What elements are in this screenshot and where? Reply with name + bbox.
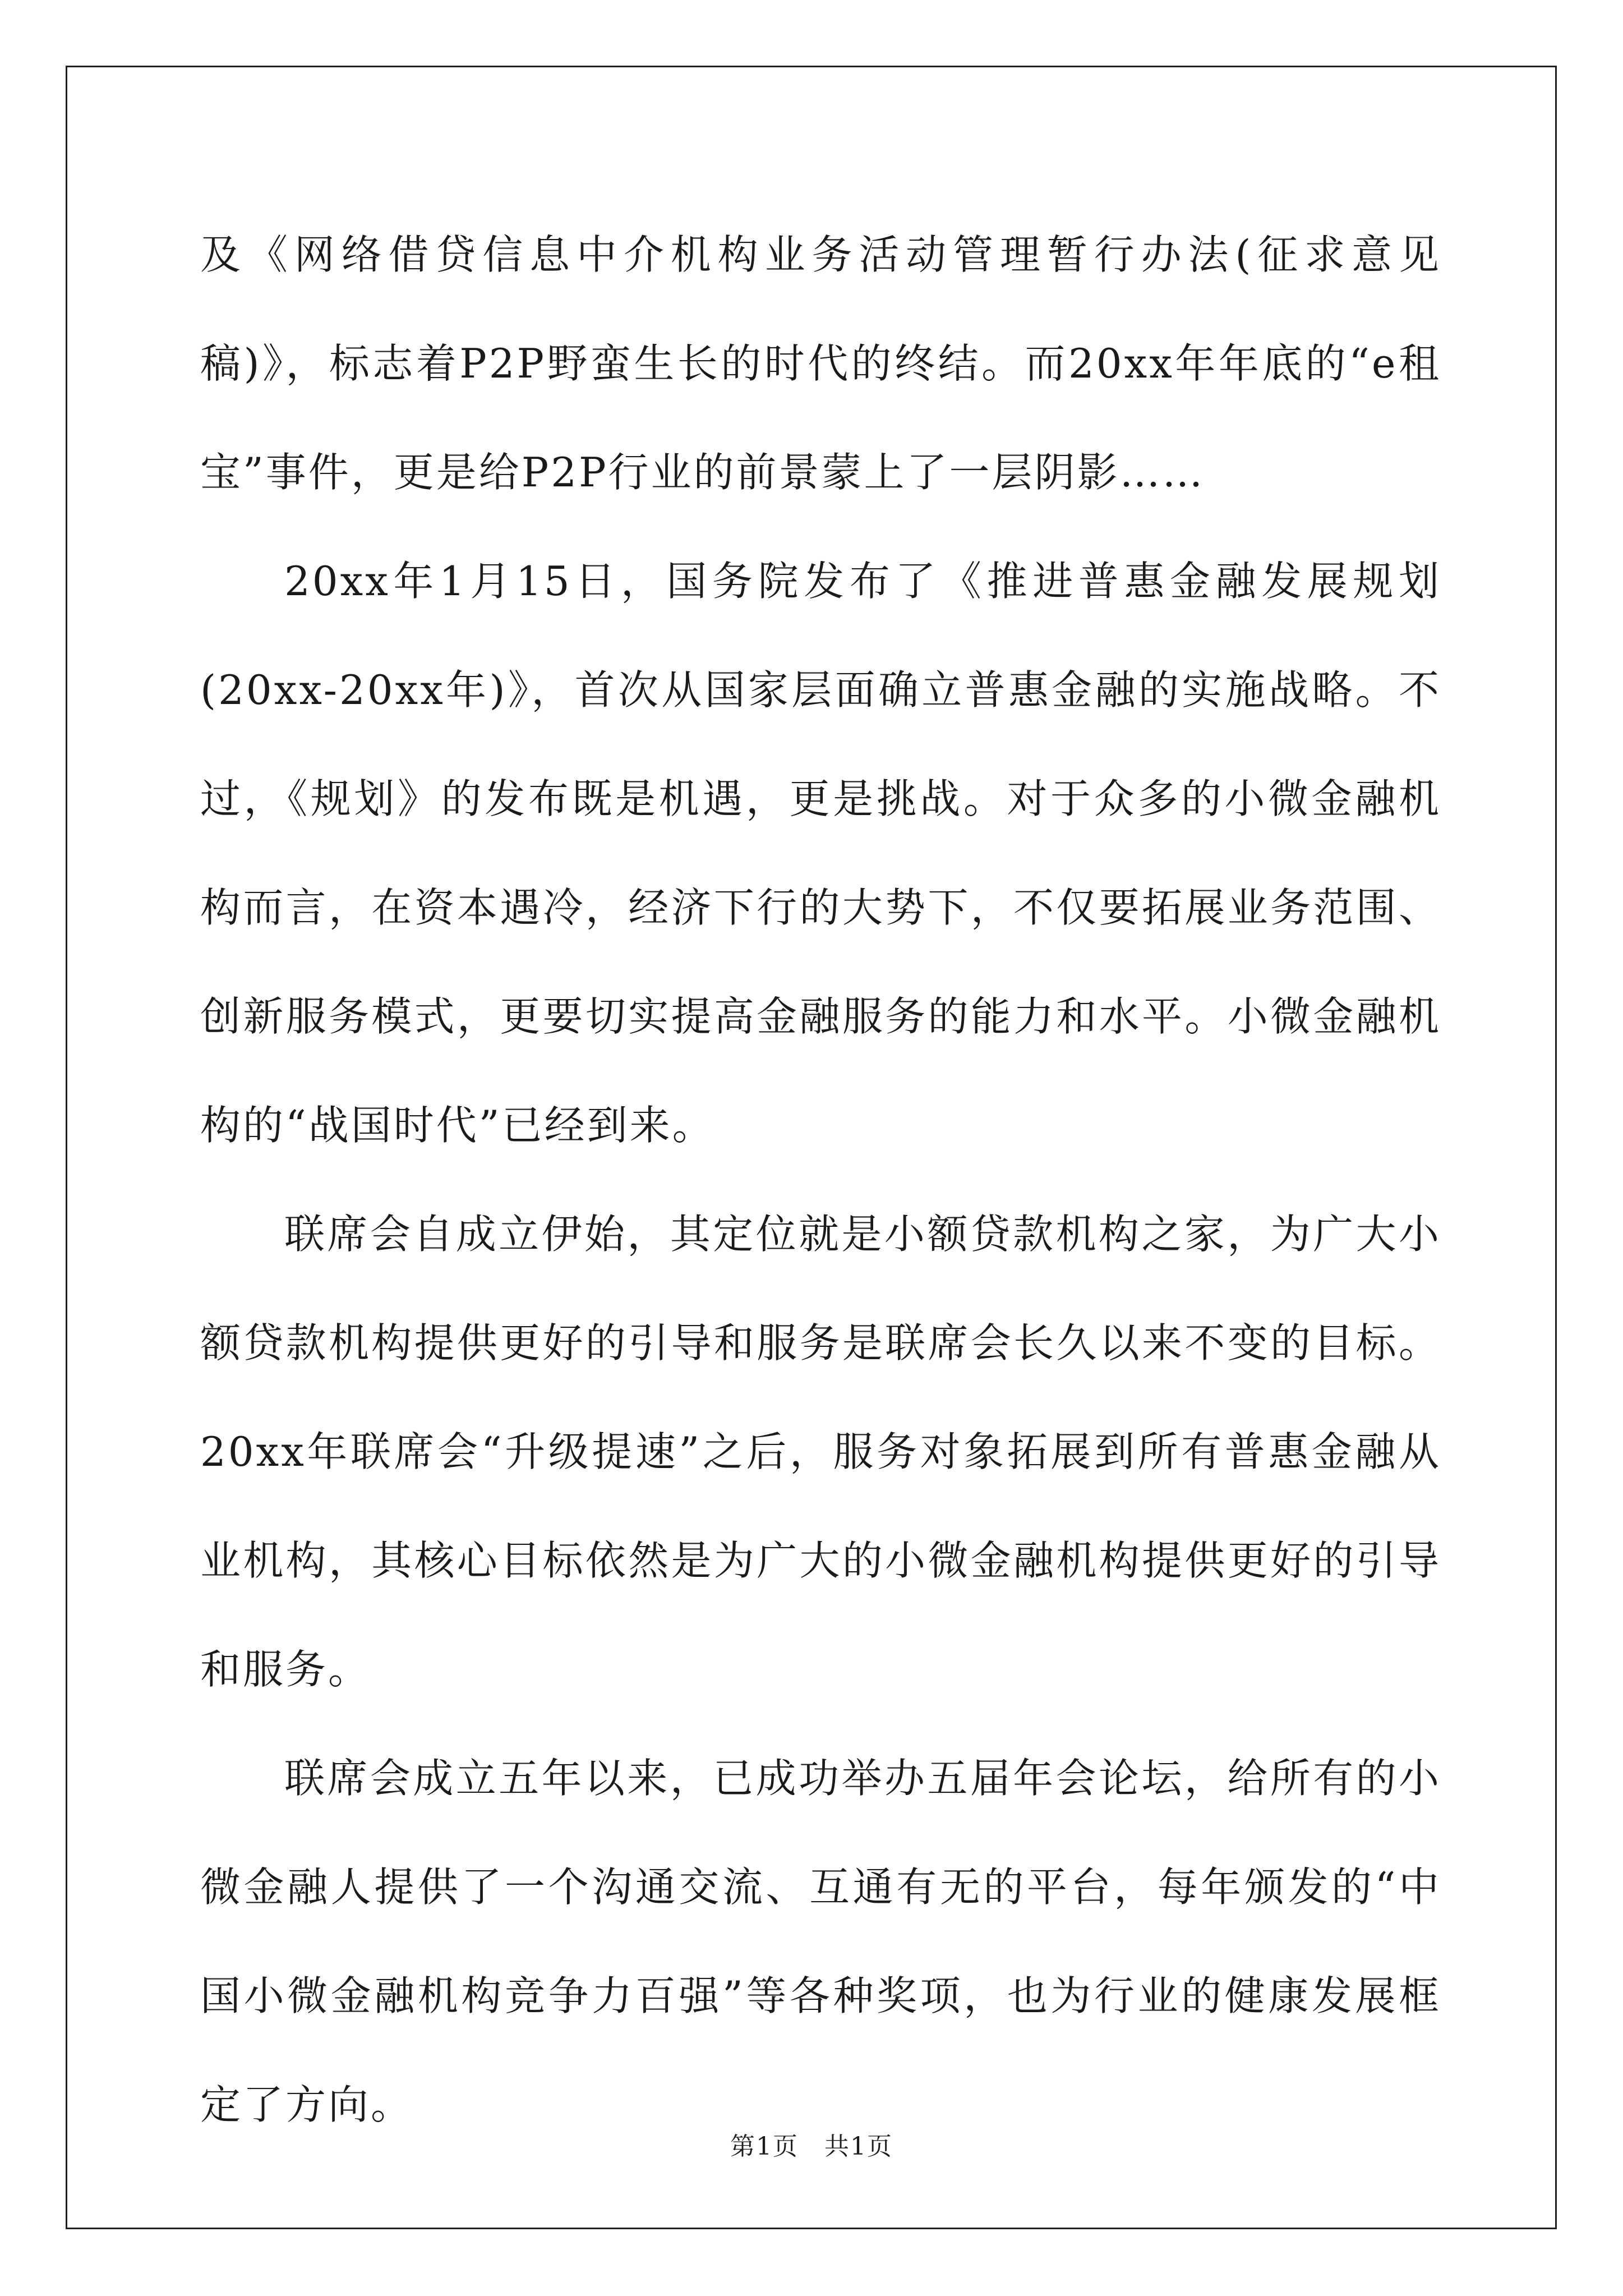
paragraph-4: 联席会成立五年以来，已成功举办五届年会论坛，给所有的小微金融人提供了一个沟通交流、互通有无的平台，每年颁发的“中国小微金融机构竞争力百强”等各种奖项，也为行业的健康发展框定了方向。 bbox=[200, 1755, 1441, 2128]
paragraph-1: 及《网络借贷信息中介机构业务活动管理暂行办法(征求意见稿)》，标志着P2P野蛮生长的时代的终结。而20xx年年底的“e租宝”事件，更是给P2P行业的前景蒙上了一层阴影…… bbox=[200, 231, 1441, 496]
paragraph-3: 联席会自成立伊始，其定位就是小额贷款机构之家，为广大小额贷款机构提供更好的引导和服务是联席会长久以来不变的目标。20xx年联席会“升级提速”之后，服务对象拓展到所有普惠金融从业机构，其核心目标依然是为广大的小微金融机构提供更好的引导和服务。 bbox=[200, 1211, 1441, 1693]
page-number-footer: 第1页 共1页 bbox=[730, 2132, 893, 2161]
document-body bbox=[200, 200, 1441, 2159]
paragraph-2: 20xx年1月15日，国务院发布了《推进普惠金融发展规划(20xx-20xx年)》，首次从国家层面确立普惠金融的实施战略。不过，《规划》的发布既是机遇，更是挑战。对于众多的小微金融机构而言，在资本遇冷，经济下行的大势下，不仅要拓展业务范围、创新服务模式，更要切实提高金融服务的能力和水平。小微金融机构的“战国时代”已经到来。 bbox=[200, 558, 1441, 1149]
